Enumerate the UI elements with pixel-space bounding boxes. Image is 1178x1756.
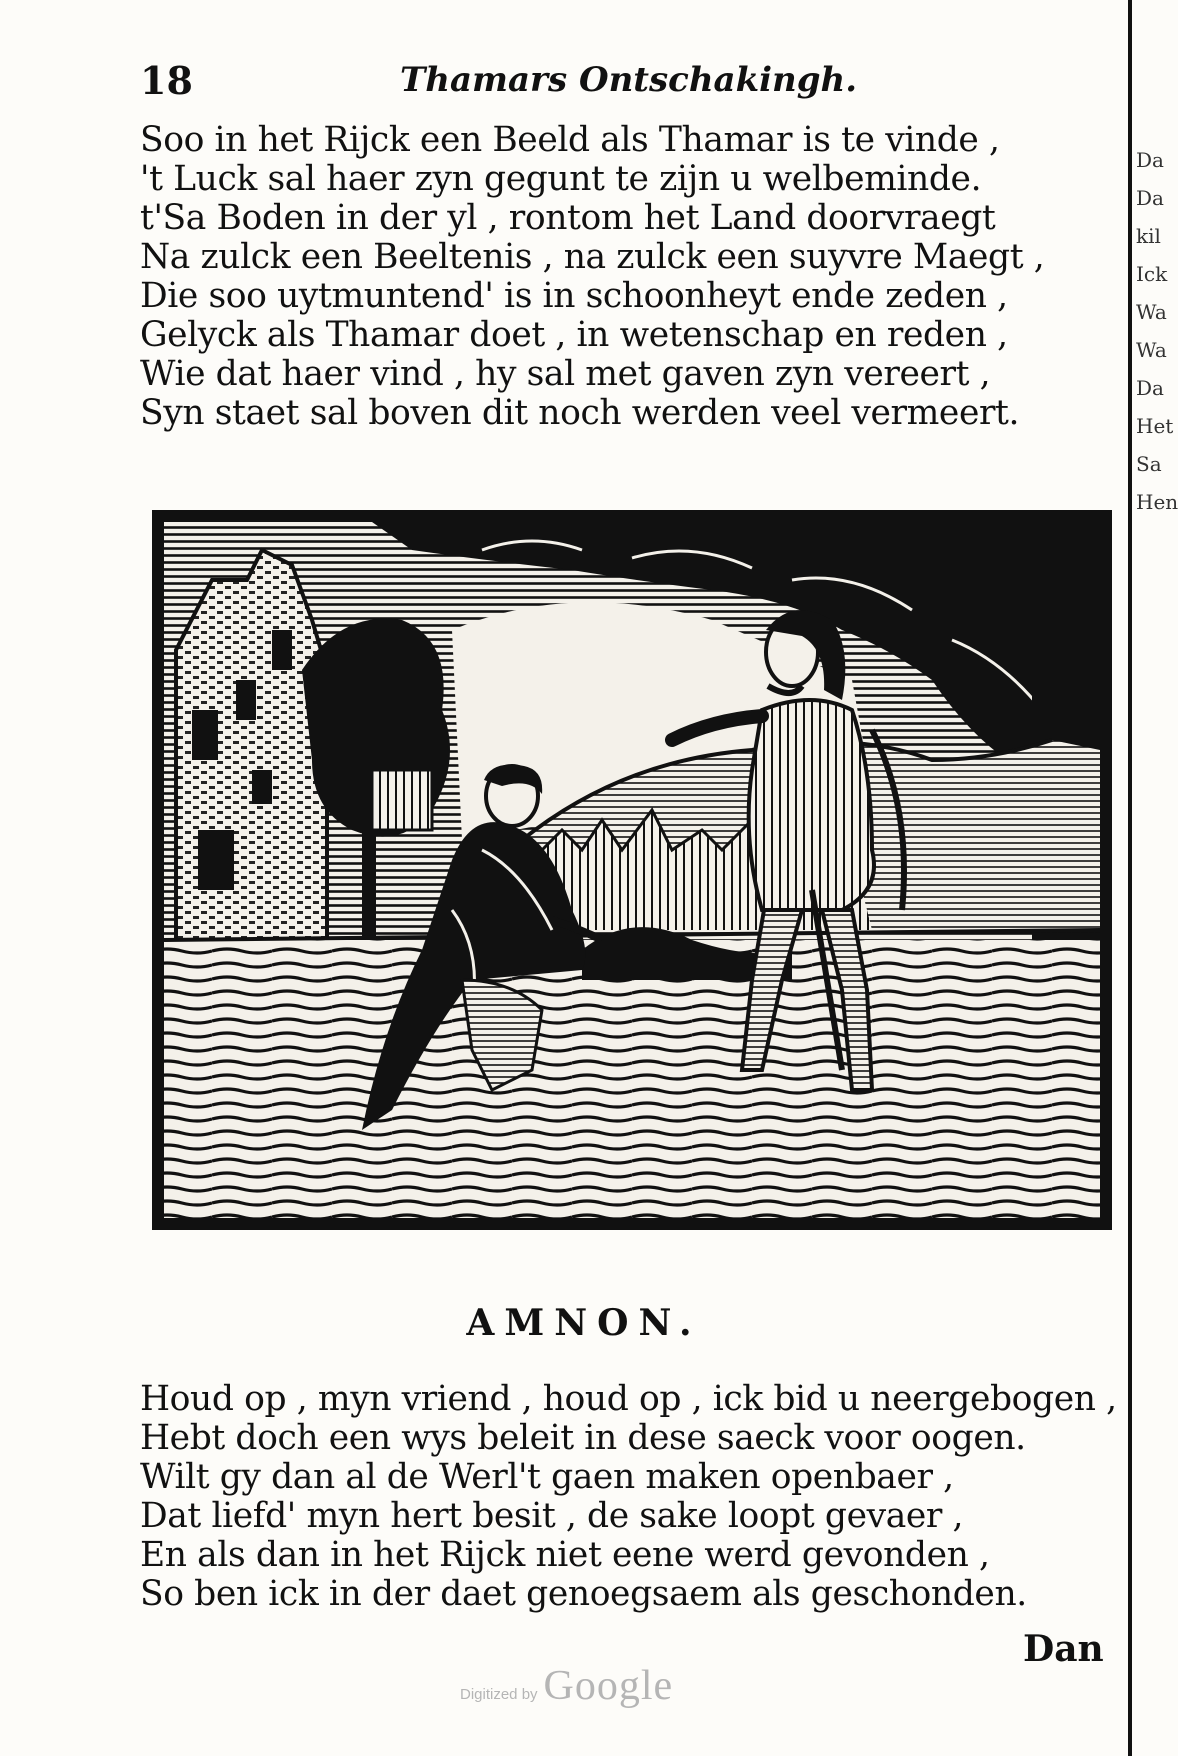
bleed-text: Da <box>1136 376 1164 400</box>
verse-line: Na zulck een Beeltenis , na zulck een suyvre Maegt , <box>140 237 1045 277</box>
page-number: 18 <box>140 58 193 103</box>
verse-line: Gelyck als Thamar doet , in wetenschap en reden , <box>140 315 1008 355</box>
verse-line: Die soo uytmuntend' is in schoonheyt ende zeden , <box>140 276 1008 316</box>
verse-line: Syn staet sal boven dit noch werden veel vermeert. <box>140 393 1020 433</box>
page-edge-rule <box>1128 0 1132 1756</box>
verse-line: Soo in het Rijck een Beeld als Thamar is te vinde , <box>140 120 1000 160</box>
bleed-text: Hen <box>1136 490 1178 514</box>
page-header <box>140 58 860 104</box>
verse-line: Hebt doch een wys beleit in dese saeck voor oogen. <box>140 1418 1026 1458</box>
verse-block-lower <box>140 1380 1117 1614</box>
watermark-logo: Google <box>543 1663 674 1709</box>
woodcut-illustration <box>152 510 1112 1230</box>
verse-line: Houd op , myn vriend , houd op , ick bid u neergebogen , <box>140 1379 1117 1419</box>
bleed-text: Wa <box>1136 300 1167 324</box>
verse-line: 't Luck sal haer zyn gegunt te zijn u welbeminde. <box>140 159 982 199</box>
verse-line: t'Sa Boden in der yl , rontom het Land doorvraegt <box>140 198 996 238</box>
verse-line: Dat liefd' myn hert besit , de sake loopt gevaer , <box>140 1496 964 1536</box>
verse-line: Wilt gy dan al de Werl't gaen maken openbaer , <box>140 1457 954 1497</box>
bleed-text: Sa <box>1136 452 1162 476</box>
watermark-prefix: Digitized by <box>460 1686 538 1703</box>
bleed-text: Da <box>1136 186 1164 210</box>
verse-block-upper <box>140 121 1044 433</box>
bleed-text: Wa <box>1136 338 1167 362</box>
digitization-watermark <box>460 1662 673 1710</box>
running-title: Thamars Ontschakingh. <box>400 60 858 100</box>
bleed-text: kil <box>1136 224 1161 248</box>
bleed-text: Da <box>1136 148 1164 172</box>
catchword: Dan <box>1023 1628 1104 1670</box>
verse-line: Wie dat haer vind , hy sal met gaven zyn vereert , <box>140 354 991 394</box>
speaker-name: AMNON. <box>466 1302 702 1344</box>
verse-line: So ben ick in der daet genoegsaem als geschonden. <box>140 1574 1027 1614</box>
bleed-text: Ick <box>1136 262 1168 286</box>
adjacent-page-edge <box>1126 0 1178 1756</box>
bleed-text: Het <box>1136 414 1174 438</box>
verse-line: En als dan in het Rijck niet eene werd gevonden , <box>140 1535 990 1575</box>
